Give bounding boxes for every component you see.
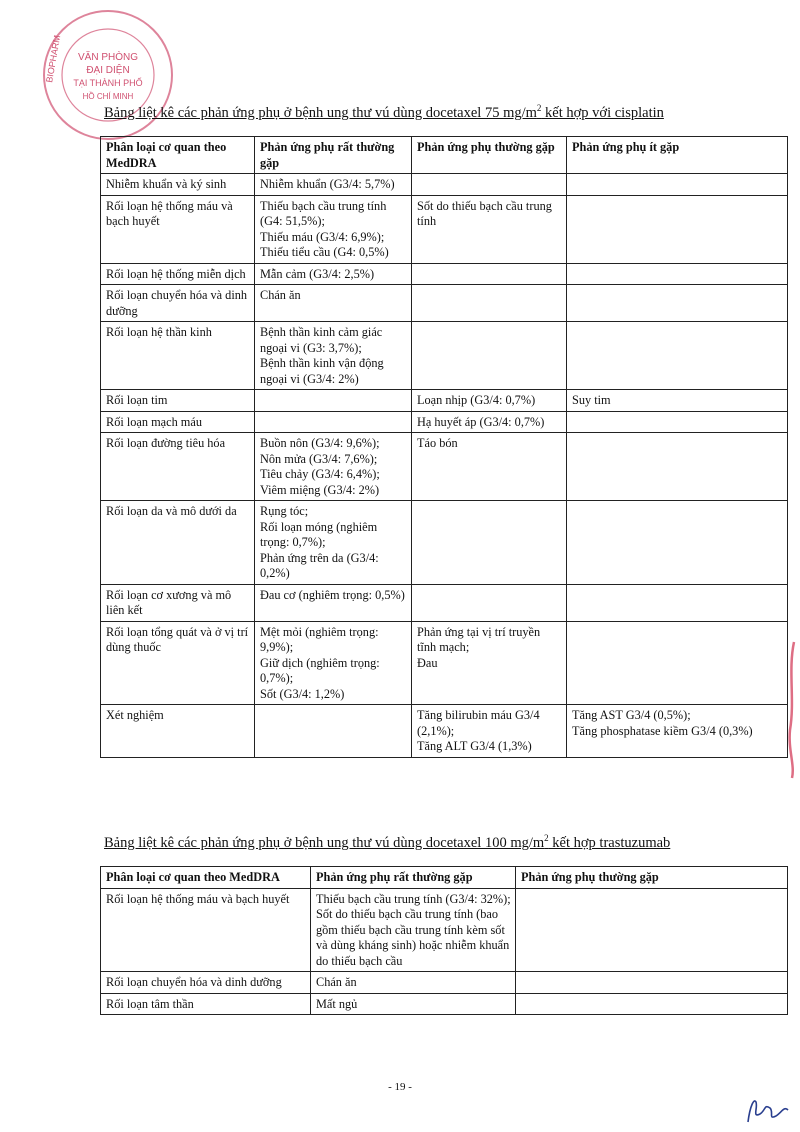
reaction-cell: Mất ngủ (311, 993, 516, 1015)
column-header: Phản ứng phụ ít gặp (567, 137, 788, 174)
reaction-cell: Sốt do thiếu bạch cầu trung tính (412, 195, 567, 263)
organ-class-cell: Nhiễm khuẩn và ký sinh (101, 174, 255, 196)
reaction-cell: Táo bón (412, 433, 567, 501)
reaction-cell: Bệnh thần kinh cảm giác ngoại vi (G3: 3,7%); Bệnh thần kinh vận động ngoại vi (G3/4: 2%) (255, 322, 412, 390)
column-header: Phản ứng phụ thường gặp (516, 867, 788, 889)
adverse-reactions-table-cisplatin (100, 136, 788, 758)
column-header: Phản ứng phụ rất thường gặp (311, 867, 516, 889)
table-row (101, 390, 788, 412)
reaction-cell: Buồn nôn (G3/4: 9,6%); Nôn mửa (G3/4: 7,6%); Tiêu chảy (G3/4: 6,4%); Viêm miệng (G3/4: 2%) (255, 433, 412, 501)
reaction-cell (567, 433, 788, 501)
table-row (101, 263, 788, 285)
stamp (38, 5, 178, 145)
organ-class-cell: Xét nghiệm (101, 705, 255, 758)
table1-caption: Bảng liệt kê các phản ứng phụ ở bệnh ung thư vú dùng docetaxel 75 $mg/m^2$ kết hợp với cisplatin (104, 103, 664, 121)
reaction-cell: Chán ăn (255, 285, 412, 322)
organ-class-cell: Rối loạn hệ thần kinh (101, 322, 255, 390)
organ-class-cell: Rối loạn tổng quát và ở vị trí dùng thuốc (101, 621, 255, 705)
organ-class-cell: Rối loạn chuyển hóa và dinh dưỡng (101, 285, 255, 322)
reaction-cell (412, 584, 567, 621)
column-header: Phản ứng phụ thường gặp (412, 137, 567, 174)
organ-class-cell: Rối loạn hệ thống máu và bạch huyết (101, 195, 255, 263)
reaction-cell (516, 972, 788, 994)
reaction-cell: Mẫn cảm (G3/4: 2,5%) (255, 263, 412, 285)
reaction-cell (567, 411, 788, 433)
table-row (101, 174, 788, 196)
organ-class-cell: Rối loạn hệ thống máu và bạch huyết (101, 888, 311, 972)
reaction-cell (567, 195, 788, 263)
organ-class-cell: Rối loạn tâm thần (101, 993, 311, 1015)
table2-caption: Bảng liệt kê các phản ứng phụ ở bệnh ung thư vú dùng docetaxel 100 $mg/m^2$ kết hợp trastuzumab (104, 833, 671, 851)
reaction-cell (516, 888, 788, 972)
reaction-cell: Phản ứng tại vị trí truyền tĩnh mạch; Đau (412, 621, 567, 705)
reaction-cell (255, 411, 412, 433)
reaction-cell (412, 285, 567, 322)
reaction-cell (567, 263, 788, 285)
reaction-cell (567, 322, 788, 390)
organ-class-cell: Rối loạn da và mô dưới da (101, 501, 255, 585)
reaction-cell: Thiếu bạch cầu trung tính (G4: 51,5%); Thiếu máu (G3/4: 6,9%); Thiếu tiểu cầu (G4: 0,5%) (255, 195, 412, 263)
reaction-cell (567, 584, 788, 621)
table-row (101, 285, 788, 322)
reaction-cell: Chán ăn (311, 972, 516, 994)
organ-class-cell: Rối loạn chuyển hóa và dinh dưỡng (101, 972, 311, 994)
signature-initials (742, 1094, 792, 1126)
table-row (101, 972, 788, 994)
table-row (101, 705, 788, 758)
table-row (101, 195, 788, 263)
svg-text:ĐẠI DIỆN: ĐẠI DIỆN (86, 65, 130, 76)
reaction-cell (567, 621, 788, 705)
table-row (101, 411, 788, 433)
organ-class-cell: Rối loạn tim (101, 390, 255, 412)
organ-class-cell: Rối loạn hệ thống miễn dịch (101, 263, 255, 285)
reaction-cell: Thiếu bạch cầu trung tính (G3/4: 32%); Sốt do thiếu bạch cầu trung tính (bao gồm thiếu bạch cầu trung tính kèm sốt và dùng kháng sinh) hoặc nhiễm khuẩn do thiếu bạch cầu (311, 888, 516, 972)
reaction-cell (412, 263, 567, 285)
reaction-cell (516, 993, 788, 1015)
table-row (101, 993, 788, 1015)
reaction-cell: Tăng bilirubin máu G3/4 (2,1%); Tăng ALT G3/4 (1,3%) (412, 705, 567, 758)
reaction-cell (567, 174, 788, 196)
edge-stamp-fragment (786, 640, 796, 780)
svg-text:BIOPHARM: BIOPHARM (44, 34, 63, 84)
reaction-cell: Hạ huyết áp (G3/4: 0,7%) (412, 411, 567, 433)
table-row (101, 501, 788, 585)
reaction-cell: Loạn nhịp (G3/4: 0,7%) (412, 390, 567, 412)
svg-text:HỒ CHÍ MINH: HỒ CHÍ MINH (82, 92, 134, 101)
column-header: Phản ứng phụ rất thường gặp (255, 137, 412, 174)
reaction-cell: Nhiễm khuẩn (G3/4: 5,7%) (255, 174, 412, 196)
reaction-cell: Suy tim (567, 390, 788, 412)
reaction-cell (412, 174, 567, 196)
page-number: - 19 - (388, 1081, 412, 1093)
table-row (101, 584, 788, 621)
table-row (101, 621, 788, 705)
reaction-cell: Mệt mỏi (nghiêm trọng: 9,9%); Giữ dịch (nghiêm trọng: 0,7%); Sốt (G3/4: 1,2%) (255, 621, 412, 705)
reaction-cell (567, 501, 788, 585)
svg-text:TẠI THÀNH PHỐ: TẠI THÀNH PHỐ (73, 78, 143, 88)
reaction-cell (412, 322, 567, 390)
reaction-cell (255, 390, 412, 412)
organ-class-cell: Rối loạn đường tiêu hóa (101, 433, 255, 501)
column-header: Phân loại cơ quan theo MedDRA (101, 867, 311, 889)
reaction-cell (412, 501, 567, 585)
table-row (101, 888, 788, 972)
reaction-cell: Đau cơ (nghiêm trọng: 0,5%) (255, 584, 412, 621)
reaction-cell (255, 705, 412, 758)
svg-text:VĂN PHÒNG: VĂN PHÒNG (77, 52, 139, 63)
column-header: Phân loại cơ quan theo MedDRA (101, 137, 255, 174)
reaction-cell: Tăng AST G3/4 (0,5%); Tăng phosphatase kiềm G3/4 (0,3%) (567, 705, 788, 758)
table-row (101, 433, 788, 501)
organ-class-cell: Rối loạn cơ xương và mô liên kết (101, 584, 255, 621)
reaction-cell: Rụng tóc; Rối loạn móng (nghiêm trọng: 0,7%); Phản ứng trên da (G3/4: 0,2%) (255, 501, 412, 585)
organ-class-cell: Rối loạn mạch máu (101, 411, 255, 433)
reaction-cell (567, 285, 788, 322)
adverse-reactions-table-trastuzumab (100, 866, 788, 1015)
table-row (101, 322, 788, 390)
